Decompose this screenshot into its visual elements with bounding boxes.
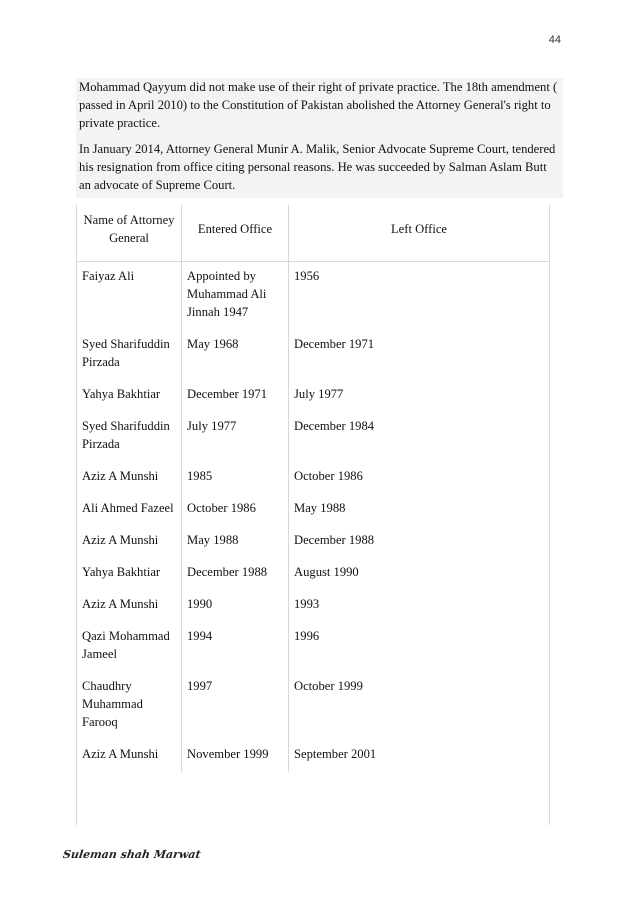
attorney-general-table — [77, 205, 549, 772]
cell-left-office: October 1999 — [289, 672, 550, 740]
cell-name: Yahya Bakhtiar — [82, 387, 161, 401]
cell-entered-office: July 1977 — [182, 412, 289, 462]
cell-entered-office: December 1988 — [182, 558, 289, 590]
table-row — [77, 330, 549, 380]
cell-name: Aziz A Munshi — [82, 747, 159, 761]
intro-paragraph: Mohammad Qayyum did not make use of their right of private practice. The 18th amendment ( passed in April 2010) to the Constitution of Pakistan abolished the Attorney General's right to private practice. — [79, 80, 558, 130]
attorney-general-table-container — [76, 205, 550, 825]
cell-entered-office: October 1986 — [182, 494, 289, 526]
cell-entered-office: December 1971 — [182, 380, 289, 412]
cell-entered-office: 1997 — [182, 672, 289, 740]
cell-left-office: 1956 — [289, 262, 550, 331]
cell-name: Syed Sharifuddin Pirzada — [82, 337, 170, 369]
table-header-row — [77, 205, 549, 262]
cell-entered-office: May 1968 — [182, 330, 289, 380]
table-row — [77, 494, 549, 526]
cell-left-office: May 1988 — [289, 494, 550, 526]
cell-name: Aziz A Munshi — [82, 533, 159, 547]
cell-name: Faiyaz Ali — [82, 269, 135, 283]
cell-entered-office: 1990 — [182, 590, 289, 622]
table-row — [77, 740, 549, 772]
cell-name: Qazi Mohammad Jameel — [82, 629, 170, 661]
cell-left-office: September 2001 — [289, 740, 550, 772]
table-row — [77, 590, 549, 622]
cell-name: Aziz A Munshi — [82, 469, 159, 483]
page-number: 44 — [548, 34, 561, 46]
table-row — [77, 380, 549, 412]
cell-left-office: October 1986 — [289, 462, 550, 494]
cell-left-office: December 1984 — [289, 412, 550, 462]
header-name: Name of Attorney General — [77, 205, 182, 262]
cell-left-office: 1996 — [289, 622, 550, 672]
intro-text-block — [76, 78, 563, 198]
intro-paragraph: In January 2014, Attorney General Munir A. Malik, Senior Advocate Supreme Court, tendered his resignation from office citing personal reasons. He was succeeded by Salman Aslam Butt an advocate of Supreme Court. — [79, 142, 556, 192]
cell-entered-office: May 1988 — [182, 526, 289, 558]
header-left-office: Left Office — [289, 205, 550, 262]
author-signature: Suleman shah Marwat — [62, 848, 202, 861]
cell-name: Ali Ahmed Fazeel — [82, 501, 174, 515]
cell-left-office: August 1990 — [289, 558, 550, 590]
cell-entered-office: 1985 — [182, 462, 289, 494]
cell-left-office: July 1977 — [289, 380, 550, 412]
table-row — [77, 462, 549, 494]
table-body — [77, 262, 549, 773]
cell-entered-office: 1994 — [182, 622, 289, 672]
cell-entered-office: Appointed by Muhammad Ali Jinnah 1947 — [182, 262, 289, 331]
cell-left-office: December 1971 — [289, 330, 550, 380]
cell-left-office: 1993 — [289, 590, 550, 622]
cell-left-office: December 1988 — [289, 526, 550, 558]
table-row — [77, 672, 549, 740]
cell-name: Chaudhry Muhammad Farooq — [82, 679, 143, 729]
cell-name: Yahya Bakhtiar — [82, 565, 161, 579]
table-row — [77, 526, 549, 558]
table-row — [77, 262, 549, 331]
table-row — [77, 412, 549, 462]
cell-name: Aziz A Munshi — [82, 597, 159, 611]
cell-entered-office: November 1999 — [182, 740, 289, 772]
header-entered-office: Entered Office — [182, 205, 289, 262]
table-row — [77, 622, 549, 672]
cell-name: Syed Sharifuddin Pirzada — [82, 419, 170, 451]
table-row — [77, 558, 549, 590]
